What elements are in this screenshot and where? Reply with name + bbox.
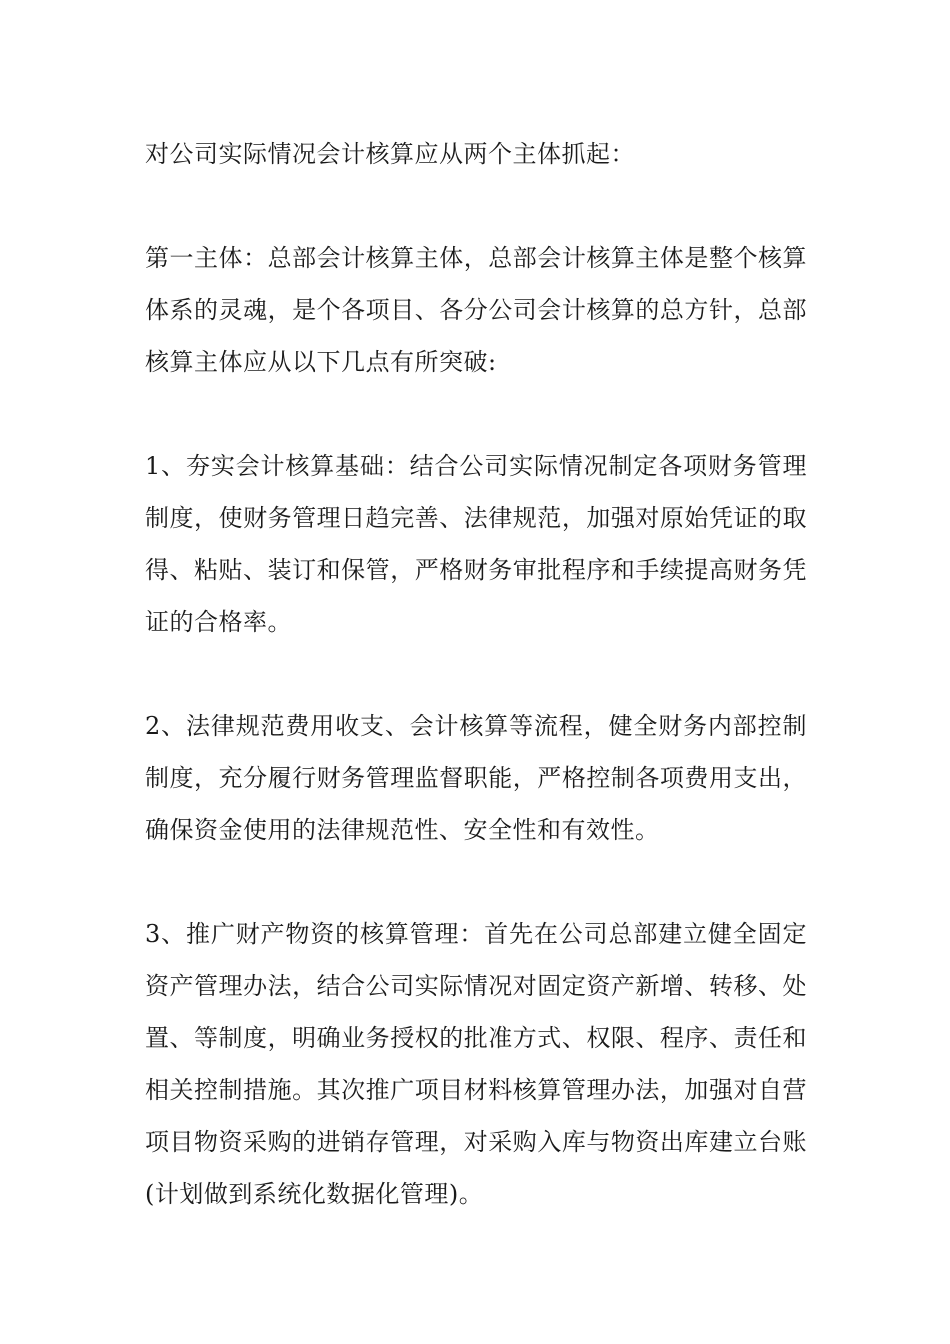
paragraph-spacer	[145, 648, 807, 700]
item-2-paragraph: 2、法律规范费用收支、会计核算等流程，健全财务内部控制制度，充分履行财务管理监督职能，严格控制各项费用支出，确保资金使用的法律规范性、安全性和有效性。	[145, 712, 807, 844]
item-3-paragraph: 3、推广财产物资的核算管理：首先在公司总部建立健全固定资产管理办法，结合公司实际情况对固定资产新增、转移、处置、等制度，明确业务授权的批准方式、权限、程序、责任和相关控制措施。其次推广项目材料核算管理办法，加强对自营项目物资采购的进销存管理，对采购入库与物资出库建立台账(计划做到系统化数据化管理)。	[145, 920, 807, 1208]
first-subject-paragraph: 第一主体：总部会计核算主体，总部会计核算主体是整个核算体系的灵魂，是个各项目、各分公司会计核算的总方针，总部核算主体应从以下几点有所突破:	[145, 244, 807, 376]
item-1-paragraph: 1、夯实会计核算基础：结合公司实际情况制定各项财务管理制度，使财务管理日趋完善、法律规范，加强对原始凭证的取得、粘贴、装订和保管，严格财务审批程序和手续提高财务凭证的合格率。	[145, 452, 807, 636]
paragraph-spacer	[145, 180, 807, 232]
document-body	[145, 128, 807, 1220]
intro-paragraph: 对公司实际情况会计核算应从两个主体抓起：	[145, 140, 635, 168]
paragraph-spacer	[145, 856, 807, 908]
paragraph-spacer	[145, 388, 807, 440]
